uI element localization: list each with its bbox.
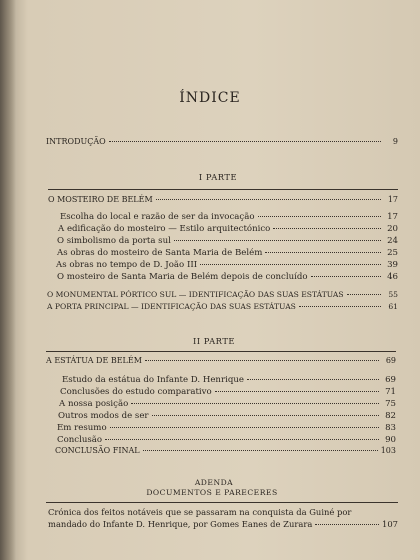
dot-leader (347, 294, 381, 295)
addenda-entry-line1: Crónica dos feitos notáveis que se passaram na conquista da Guiné por (48, 507, 352, 517)
toc-entry-main (46, 356, 396, 365)
toc-entry-main (55, 446, 396, 455)
dot-leader (174, 240, 381, 241)
toc-entry-label: A PORTA PRINCIPAL — IDENTIFICAÇÃO DAS SUAS ESTÁTUAS (47, 302, 296, 311)
toc-entry-label: Escolha do local e razão de ser da invocação (60, 212, 255, 222)
toc-entry-label: O MONUMENTAL PÓRTICO SUL — IDENTIFICAÇÃO DAS SUAS ESTÁTUAS (47, 290, 344, 299)
toc-entry-label: INTRODUÇÃO (46, 137, 106, 146)
toc-entry-main (47, 302, 398, 311)
toc-entry-page: 9 (392, 137, 398, 146)
toc-entry-label: O MOSTEIRO DE BELÉM (48, 195, 153, 204)
dot-leader (265, 252, 381, 253)
toc-entry-label: Estudo da estátua do Infante D. Henrique (62, 375, 244, 385)
part-heading: II PARTE (192, 336, 236, 346)
toc-entry-label: A nossa posição (59, 399, 129, 409)
dot-leader (105, 439, 379, 440)
toc-entry-page: 46 (387, 272, 398, 282)
toc-entry-page: 17 (387, 212, 398, 222)
toc-entry-label: O mosteiro de Santa Maria de Belém depois de concluído (57, 272, 308, 282)
dot-leader (299, 306, 381, 307)
toc-entry-label: O simbolismo da porta sul (57, 236, 171, 246)
dot-leader (152, 415, 379, 416)
dot-leader (311, 276, 381, 277)
toc-entry-page: 24 (387, 236, 398, 246)
toc-entry (60, 387, 396, 397)
dot-leader (110, 427, 379, 428)
toc-entry (57, 236, 398, 246)
toc-entry-label: Outros modos de ser (58, 411, 149, 421)
toc-entry (60, 212, 398, 222)
toc-entry-page: 82 (385, 411, 396, 421)
toc-entry (58, 224, 398, 234)
toc-entry-label: A edificação do mosteiro — Estilo arquitectónico (58, 224, 271, 234)
book-gutter-shadow (0, 0, 16, 560)
divider (46, 502, 398, 503)
divider (46, 351, 396, 352)
toc-entry-page: 61 (388, 302, 398, 311)
dot-leader (200, 264, 381, 265)
toc-entry (58, 411, 396, 421)
toc-entry (57, 248, 398, 258)
dot-leader (215, 391, 379, 392)
part-heading: I PARTE (198, 172, 238, 182)
dot-leader (131, 403, 379, 404)
dot-leader (258, 216, 381, 217)
divider (48, 189, 398, 190)
toc-entry-label: Conclusões do estudo comparativo (60, 387, 212, 397)
toc-entry-label: A ESTÁTUA DE BELÉM (46, 356, 142, 365)
dot-leader (273, 228, 381, 229)
dot-leader (143, 450, 378, 451)
toc-entry-label: Em resumo (57, 423, 107, 433)
toc-entry (57, 423, 396, 433)
toc-entry (56, 260, 398, 270)
page-title: ÍNDICE (179, 90, 241, 106)
dot-leader (145, 360, 379, 361)
toc-entry-page: 107 (382, 519, 398, 529)
toc-entry (57, 435, 396, 445)
toc-entry-page: 90 (385, 435, 396, 445)
toc-entry-page: 71 (385, 387, 396, 397)
dot-leader (109, 141, 381, 142)
toc-entry-page: 20 (387, 224, 398, 234)
toc-entry-main (47, 290, 398, 299)
toc-entry-page: 69 (385, 375, 396, 385)
toc-entry-page: 83 (385, 423, 396, 433)
addenda-subheading: DOCUMENTOS E PARECERES (146, 488, 278, 497)
dot-leader (247, 379, 379, 380)
toc-entry-introducao (46, 137, 398, 146)
toc-entry (59, 399, 396, 409)
toc-entry-page: 75 (385, 399, 396, 409)
toc-entry-page: 103 (380, 446, 396, 455)
toc-entry-main (48, 195, 398, 204)
addenda-entry (48, 519, 398, 529)
toc-entry-page: 69 (385, 356, 396, 365)
addenda-heading: ADENDA (194, 478, 234, 487)
toc-entry-page: 39 (387, 260, 398, 270)
dot-leader (156, 199, 381, 200)
dot-leader (315, 524, 379, 525)
toc-entry (62, 375, 396, 385)
toc-entry-label: Conclusão (57, 435, 103, 445)
toc-entry-page: 55 (388, 290, 398, 299)
toc-entry-label: As obras do mosteiro de Santa Maria de Belém (57, 248, 263, 258)
toc-entry-page: 25 (387, 248, 398, 258)
toc-entry (57, 272, 398, 282)
toc-entry-label: As obras no tempo de D. João III (56, 260, 198, 270)
toc-entry-label: mandado do Infante D. Henrique, por Gomes Eanes de Zurara (48, 519, 313, 529)
toc-entry-page: 17 (387, 195, 398, 204)
toc-entry-label: CONCLUSÃO FINAL (55, 446, 140, 455)
